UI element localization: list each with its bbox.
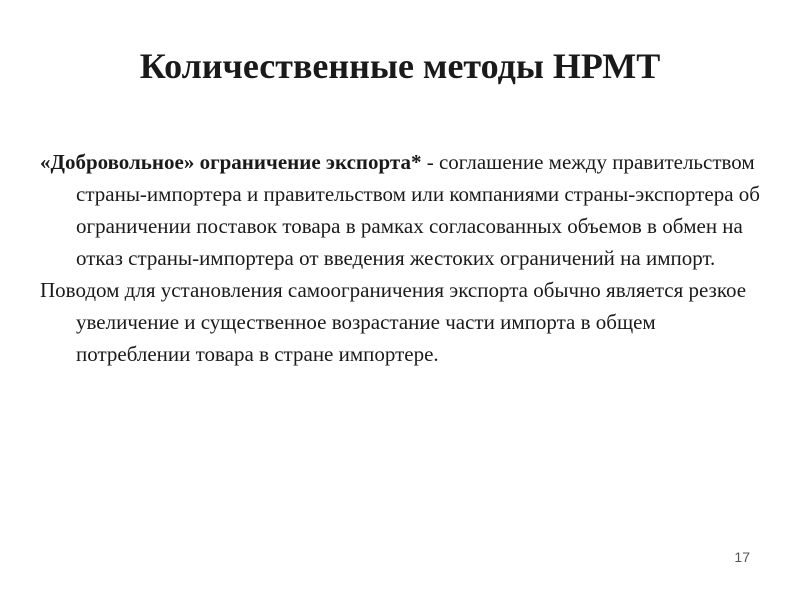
definition-text: - соглашение между правительством страны-импортера и правительством или компаниями страны-экспортера об ограничении поставок товара в рамках согласованных объемов в обмен на отказ страны-импортера от введения жестоких ограничений на импорт. (76, 150, 760, 270)
reason-text: Поводом для установления самоограничения экспорта обычно является резкое увеличение и существенное возрастание части импорта в общем потреблении товара в стране импортере. (40, 278, 747, 366)
slide-body (40, 146, 770, 370)
definition-paragraph (40, 146, 770, 274)
slide-number: 17 (734, 549, 750, 565)
defined-term: «Добровольное» ограничение экспорта* (40, 150, 422, 174)
slide-title: Количественные методы НРМТ (139, 46, 661, 86)
reason-paragraph (40, 274, 770, 370)
